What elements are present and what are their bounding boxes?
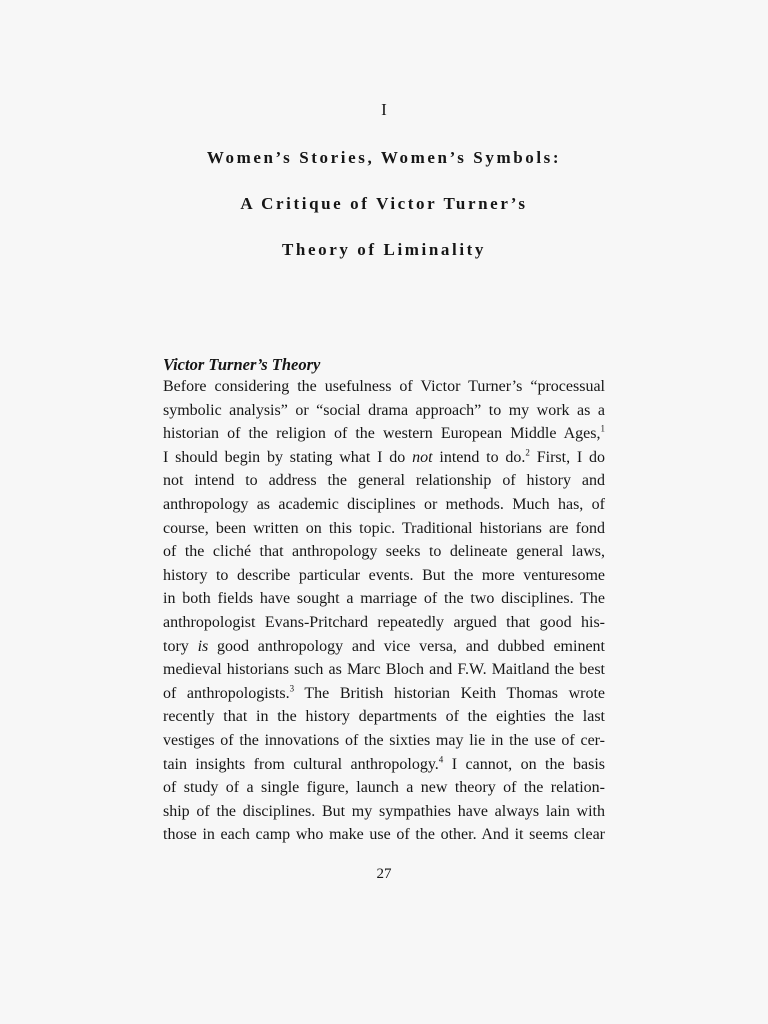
- footnote-marker: 3: [289, 683, 295, 694]
- body-line: in both fields have sought a marriage of the two disciplines. The: [163, 590, 605, 608]
- body-line: vestiges of the innovations of the sixties may lie in the use of cer-: [163, 731, 605, 749]
- footnote-marker: 2: [525, 447, 530, 458]
- chapter-title-line-3: Theory of Liminality: [281, 240, 487, 259]
- body-line: symbolic analysis” or “social drama approach” to my work as a: [163, 401, 605, 419]
- body-line: of the cliché that anthropology seeks to delineate general laws,: [163, 543, 605, 561]
- footnote-marker: 4: [438, 754, 444, 765]
- emphasis: is: [197, 637, 209, 655]
- chapter-title-line-2: A Critique of Victor Turner’s: [240, 194, 528, 213]
- page-number: 27: [376, 866, 392, 882]
- body-line: not intend to address the general relationship of history and: [163, 472, 605, 490]
- body-line: of anthropologists.$^3$ The British historian Keith Thomas wrote: [163, 683, 606, 702]
- body-line: recently that in the history departments of the eighties the last: [163, 708, 605, 726]
- section-heading: Victor Turner’s Theory: [163, 355, 321, 374]
- body-line: those in each camp who make use of the other. And it seems clear: [163, 826, 605, 844]
- body-line: tain insights from cultural anthropology.$^4$ I cannot, on the basis: [163, 754, 605, 773]
- footnote-marker: 1: [600, 423, 605, 434]
- body-line: course, been written on this topic. Traditional historians are fond: [163, 519, 605, 537]
- body-line: ship of the disciplines. But my sympathies have always lain with: [163, 802, 605, 820]
- body-line: historian of the religion of the western European Middle Ages,$^1$: [163, 423, 605, 443]
- body-line: anthropology as academic disciplines or methods. Much has, of: [163, 495, 605, 513]
- body-line: history to describe particular events. But the more venturesome: [163, 566, 605, 584]
- body-line: tory is good anthropology and vice versa, and dubbed eminent: [163, 637, 605, 655]
- body-line: anthropologist Evans-Pritchard repeatedly argued that good his-: [163, 613, 605, 631]
- body-line: medieval historians such as Marc Bloch and F.W. Maitland the best: [163, 661, 605, 679]
- emphasis: not: [412, 448, 433, 466]
- chapter-number: I: [381, 100, 387, 119]
- body-line: of study of a single figure, launch a new theory of the relation-: [163, 779, 605, 797]
- body-line: Before considering the usefulness of Victor Turner’s “processual: [163, 378, 605, 395]
- body-line: I should begin by stating what I do not intend to do.$^2$ First, I do: [163, 447, 606, 466]
- chapter-title-line-1: Women’s Stories, Women’s Symbols:: [206, 148, 562, 167]
- body-text: [163, 375, 605, 847]
